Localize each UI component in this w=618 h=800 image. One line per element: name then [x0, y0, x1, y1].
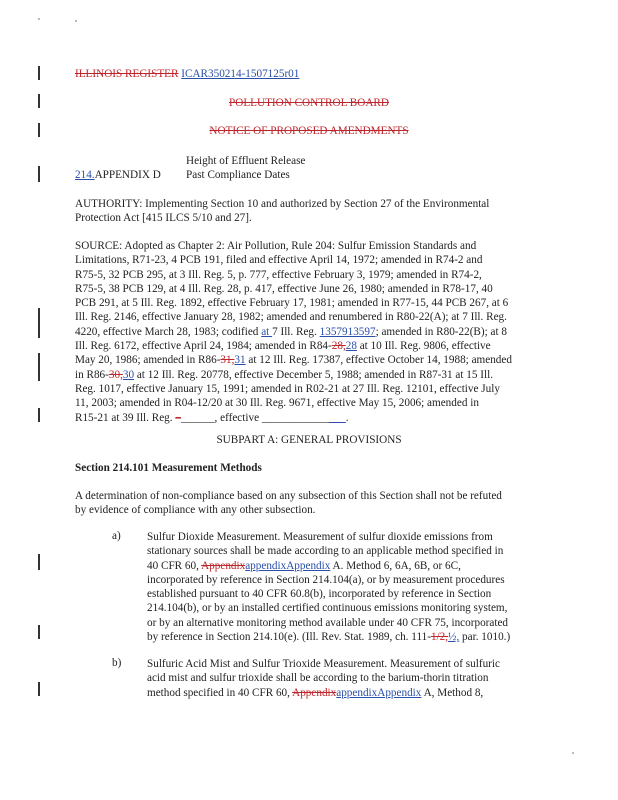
change-bar: [38, 308, 40, 338]
register-deleted: ILLINOIS REGISTER: [75, 68, 179, 80]
change-bar: [38, 625, 40, 639]
item-a-text: Sulfur Dioxide Measurement. Measurement of sulfur dioxide emissions from stationary sources shall be made according to an applicable method specified in 40 CFR 60, AppendixappendixAppendix A. Method 6, 6A, 6B, or 6C, incorporated by reference in Section 214.104(a), or by measurement procedures established pursuant to 40 CFR 60.8(b), incorporated by reference in Section 214.104(b), or by an installed certified continuous emissions monitoring system, or by an alternative monitoring method available under 40 CFR 75, incorporated by reference in Section 214.10(e). (Ill. Rev. Stat. 1989, ch. 111-1/2,½, par. 1010.): [147, 531, 511, 644]
item-a-label: a): [112, 530, 121, 542]
change-bar: [38, 408, 40, 422]
authority-paragraph: AUTHORITY: Implementing Section 10 and authorized by Section 27 of the Environmental Protection Act [415 ILCS 5/10 and 27].: [75, 198, 490, 225]
change-bar: [38, 554, 40, 570]
register-code: ICAR350214-1507125r01: [181, 68, 300, 80]
change-bar: [38, 66, 40, 80]
scan-speck: [572, 752, 574, 754]
change-bar: [38, 353, 40, 381]
item-b-label: b): [112, 657, 122, 669]
register-header: [75, 67, 299, 81]
item-b-text: Sulfuric Acid Mist and Sulfur Trioxide Measurement. Measurement of sulfuric acid mist and sulfur trioxide shall be according to the barium-thorin titration method specified in 40 CFR 60, AppendixappendixAppendix A, Method 8,: [147, 658, 500, 699]
change-bar: [38, 166, 40, 182]
notice-title: NOTICE OF PROPOSED AMENDMENTS: [209, 125, 409, 137]
scan-speck: [38, 18, 40, 20]
appendix-title-line2: Past Compliance Dates: [186, 169, 290, 181]
appendix-label: 214.APPENDIX D: [75, 169, 161, 181]
appendix-title-line1: Height of Effluent Release: [186, 155, 306, 167]
scan-speck: [75, 20, 77, 22]
section-title: Section 214.101 Measurement Methods: [75, 462, 262, 474]
board-name: POLLUTION CONTROL BOARD: [229, 97, 389, 109]
source-paragraph: SOURCE: Adopted as Chapter 2: Air Pollution, Rule 204: Sulfur Emission Standards and Limitations, R71-23, 4 PCB 191, filed and effective April 14, 1972; amended in R74-2 and R75-5, 32 PCB 295, at 3 Ill. Reg. 5, p. 777, effective February 3, 1979; amended in R74-2, R75-5, 38 PCB 129, at 4 Ill. Reg. 28, p. 417, effective June 26, 1980; amended in R78-17, 40 PCB 291, at 5 Ill. Reg. 1892, effective February 17, 1981; amended in R77-15, 44 PCB 267, at 6 Ill. Reg. 2146, effective January 28, 1982; amended and renumbered in R80-22(A); at 7 Ill. Reg. 4220, effective March 28, 1983; codified at 7 Ill. Reg. 1357913597; amended in R80-22(B); at 8 Ill. Reg. 6172, effective April 24, 1984; amended in R84-28,28 at 10 Ill. Reg. 9806, effective May 20, 1986; amended in R86-31,31 at 12 Ill. Reg. 17387, effective October 14, 1988; amended in R86-30,30 at 12 Ill. Reg. 20778, effective December 5, 1988; amended in R87-31 at 15 Ill. Reg. 1017, effective January 15, 1991; amended in R02-21 at 27 Ill. Reg. 12101, effective July 11, 2003; amended in R04-12/20 at 30 Ill. Reg. 9671, effective May 15, 2006; amended in R15-21 at 39 Ill. Reg. –______, effective _______________.: [75, 240, 512, 424]
change-bar: [38, 682, 40, 696]
section-intro: A determination of non-compliance based on any subsection of this Section shall not be refuted by evidence of compliance with any other subsection.: [75, 490, 502, 517]
subpart-heading: SUBPART A: GENERAL PROVISIONS: [216, 434, 402, 446]
